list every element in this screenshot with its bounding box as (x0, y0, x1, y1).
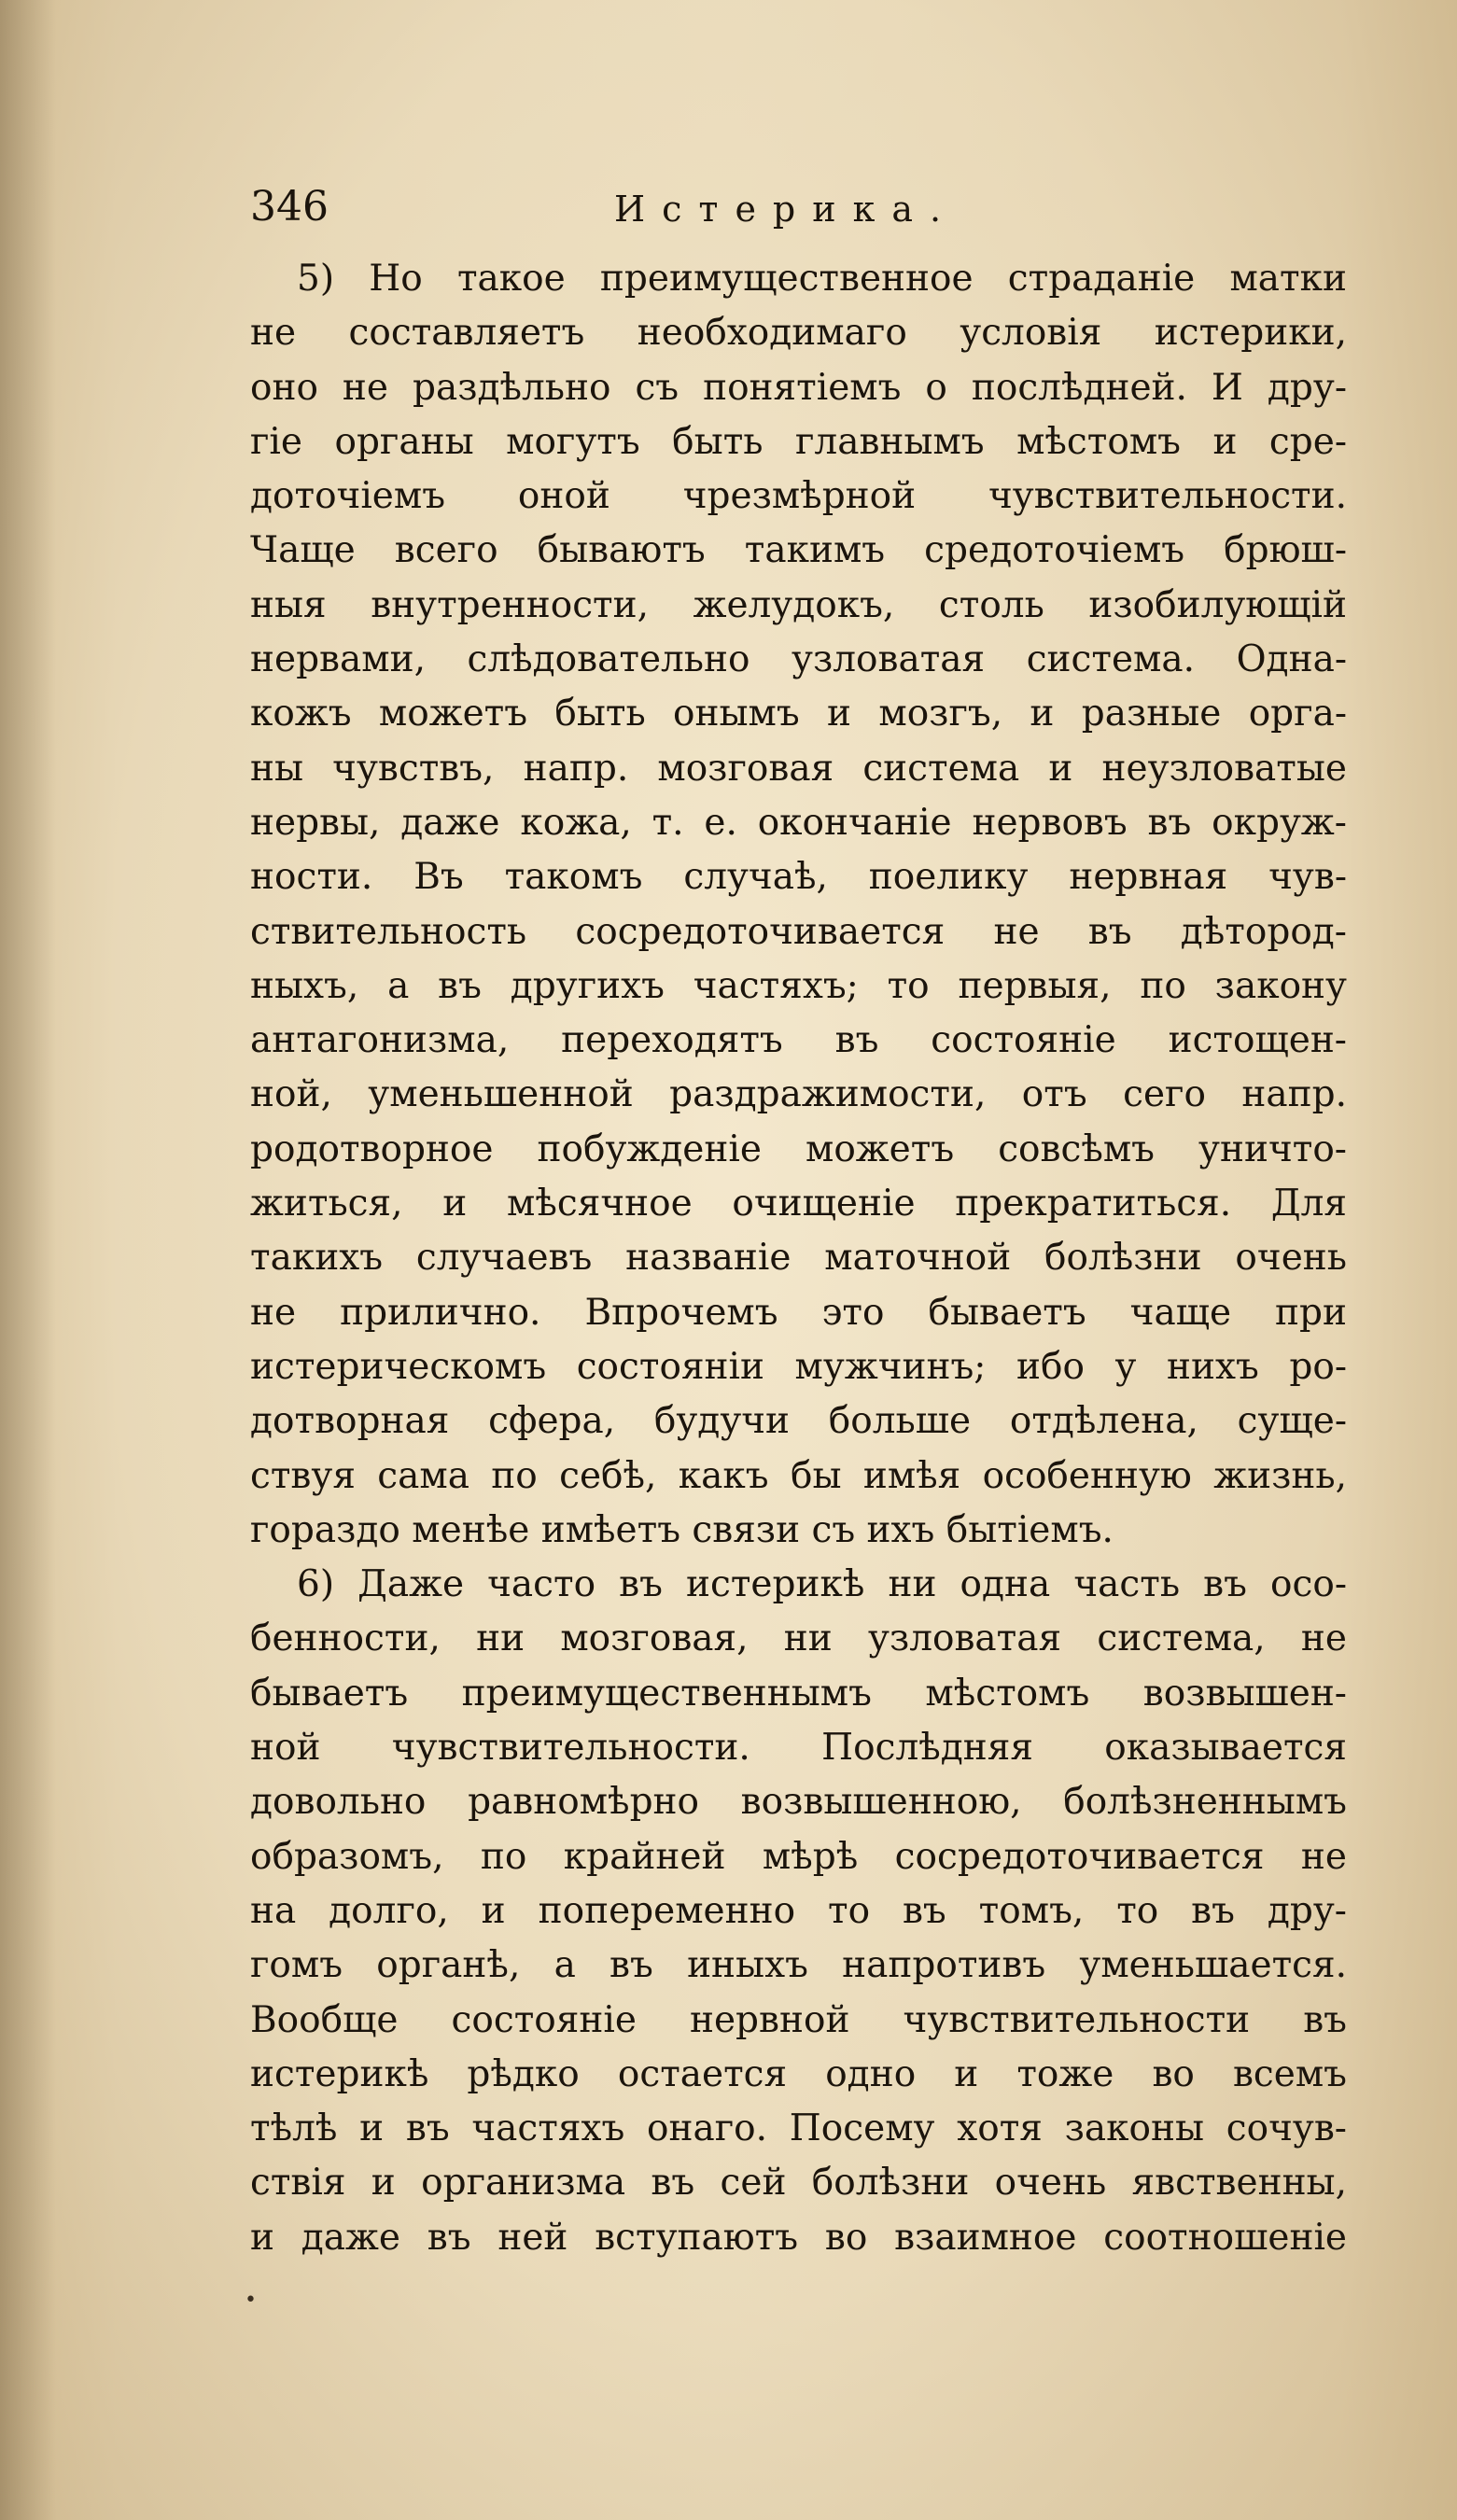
text-line: не составляетъ необходимаго условія истерики, (250, 312, 1347, 355)
text-line: на долго, и попеременно то въ томъ, то въ дру- (250, 1889, 1347, 1932)
text-line: ны чувствъ, напр. мозговая система и неузловатые (250, 747, 1347, 790)
signature-mark: • (245, 2289, 257, 2312)
text-line: дотворная сфера, будучи больше отдѣлена, суще- (250, 1400, 1347, 1443)
text-line: довольно равномѣрно возвышенною, болѣзненнымъ (250, 1781, 1347, 1824)
paragraph-6 (250, 1558, 1347, 2265)
text-line: ныхъ, а въ другихъ частяхъ; то первыя, по закону (250, 964, 1347, 1007)
text-line: житься, и мѣсячное очищеніе прекратиться. Для (250, 1183, 1347, 1225)
text-line: нервы, даже кожа, т. е. окончаніе нервовъ въ окруж- (250, 801, 1347, 844)
text-line: доточіемъ оной чрезмѣрной чувствительности. (250, 475, 1347, 518)
text-line: образомъ, по крайней мѣрѣ сосредоточивается не (250, 1835, 1347, 1878)
text-line: ствительность сосредоточивается не въ дѣтород- (250, 910, 1347, 953)
page-header (250, 183, 1342, 248)
text-line: Вообще состояніе нервной чувствительности въ (250, 1998, 1347, 2041)
page-number: 346 (250, 183, 329, 231)
text-line: гомъ органѣ, а въ иныхъ напротивъ уменьшается. (250, 1944, 1347, 1987)
text-line: истерическомъ состояніи мужчинъ; ибо у нихъ ро- (250, 1345, 1347, 1388)
text-line: тѣлѣ и въ частяхъ онаго. Посему хотя законы сочув- (250, 2107, 1347, 2150)
text-line: ности. Въ такомъ случаѣ, поелику нервная чув- (250, 856, 1347, 899)
text-line: гораздо менѣе имѣетъ связи съ ихъ бытіемъ. (250, 1508, 1114, 1551)
text-line: антагонизма, переходятъ въ состояніе истощен- (250, 1019, 1347, 1062)
text-line: бываетъ преимущественнымъ мѣстомъ возвышен- (250, 1672, 1347, 1715)
text-line: нервами, слѣдовательно узловатая система. Одна- (250, 638, 1347, 681)
text-line: родотворное побужденіе можетъ совсѣмъ уничто- (250, 1127, 1347, 1170)
text-line: истерикѣ рѣдко остается одно и тоже во всемъ (250, 2052, 1347, 2095)
page-edge-shadow (0, 0, 56, 2520)
text-line: ныя внутренности, желудокъ, столь изобилующій (250, 583, 1347, 626)
text-line: бенности, ни мозговая, ни узловатая система, не (250, 1617, 1347, 1660)
text-line: 5) Но такое преимущественное страданіе матки (297, 258, 1347, 300)
text-line: ствуя сама по себѣ, какъ бы имѣя особенную жизнь, (250, 1454, 1347, 1497)
text-line: кожъ можетъ быть онымъ и мозгъ, и разные орга- (250, 693, 1347, 735)
text-line: ствія и организма въ сей болѣзни очень явственны, (250, 2162, 1347, 2205)
text-line: оно не раздѣльно съ понятіемъ о послѣдней. И дру- (250, 366, 1347, 409)
text-line: такихъ случаевъ названіе маточной болѣзни очень (250, 1237, 1347, 1280)
running-head: Истерика. (614, 189, 959, 230)
text-line: не прилично. Впрочемъ это бываетъ чаще при (250, 1291, 1347, 1334)
text-line: Чаще всего бываютъ такимъ средоточіемъ брюш- (250, 529, 1347, 572)
text-line: и даже въ ней вступаютъ во взаимное соотношеніе (250, 2216, 1347, 2259)
text-line: ной, уменьшенной раздражимости, отъ сего напр. (250, 1073, 1347, 1116)
text-line: гіе органы могутъ быть главнымъ мѣстомъ и сре- (250, 420, 1347, 463)
text-line: ной чувствительности. Послѣдняя оказывается (250, 1727, 1347, 1770)
text-line: 6) Даже часто въ истерикѣ ни одна часть въ осо- (297, 1563, 1347, 1606)
paragraph-5 (250, 252, 1347, 1558)
body-text (250, 252, 1347, 2265)
